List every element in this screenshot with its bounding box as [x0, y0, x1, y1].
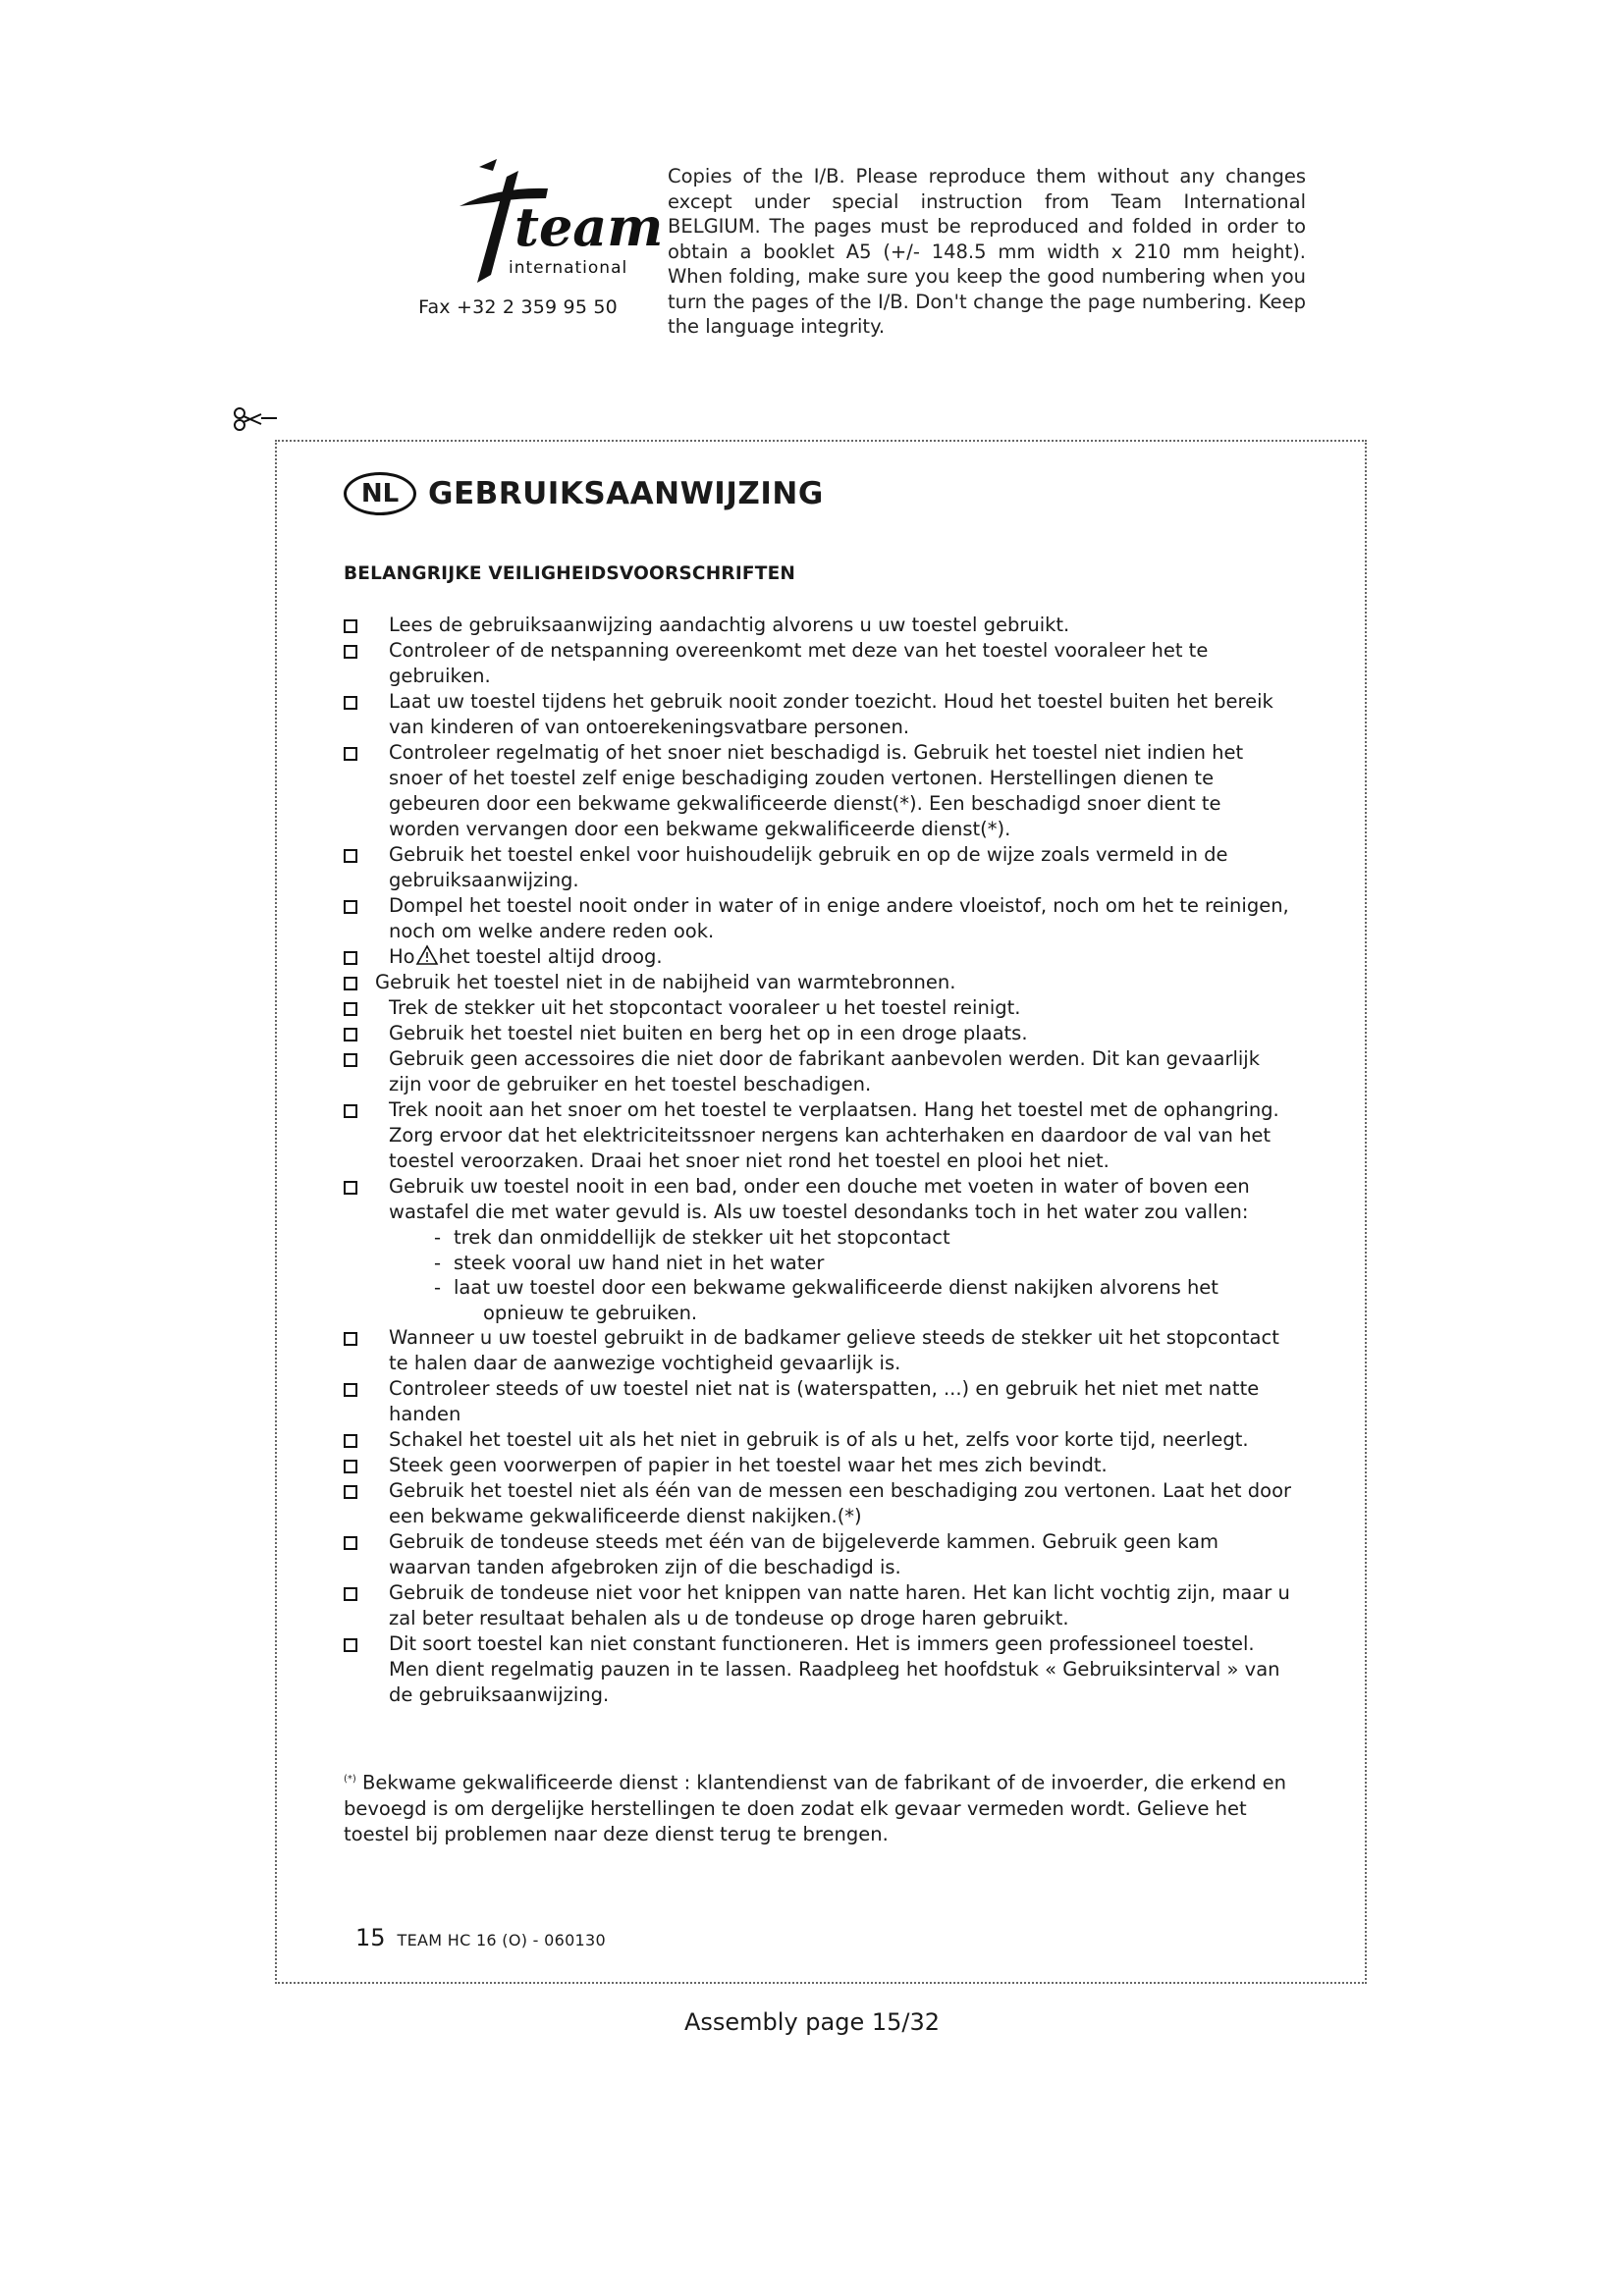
list-item: Trek de stekker uit het stopcontact vooraleer u het toestel reinigt. [344, 995, 1296, 1021]
checkbox-icon [344, 849, 357, 863]
checkbox-icon [344, 977, 357, 990]
checkbox-icon [344, 1053, 357, 1067]
checkbox-icon [344, 1460, 357, 1473]
logo-subtext: international [508, 258, 627, 278]
list-item: Lees de gebruiksaanwijzing aandachtig alvorens u uw toestel gebruikt. [344, 613, 1296, 638]
list-item: Gebruik de tondeuse niet voor het knippen van natte haren. Het kan licht vochtig zijn, maar u zal beter resultaat behalen als u de tondeuse op droge haren gebruikt. [344, 1580, 1296, 1631]
list-item-keep-dry: Ho het toestel altijd droog. [344, 944, 1296, 970]
checkbox-icon [344, 1638, 357, 1652]
list-item: Gebruik het toestel enkel voor huishoudelijk gebruik en op de wijze zoals vermeld in de gebruiksaanwijzing. [344, 842, 1296, 893]
checkbox-icon [344, 1181, 357, 1195]
list-item: Trek nooit aan het snoer om het toestel te verplaatsen. Hang het toestel met de ophangring. Zorg ervoor dat het elektriciteitssnoer nergens kan achterhaken en daardoor de val van het toestel veroorzaken. Draai het snoer niet rond het toestel en plooi het niet. [344, 1097, 1296, 1174]
warning-triangle-icon [415, 944, 439, 966]
logo-text: team [514, 195, 663, 258]
checkbox-icon [344, 696, 357, 710]
manual-title [344, 467, 824, 520]
list-item: Gebruik uw toestel nooit in een bad, onder een douche met voeten in water of boven een wastafel die met water gevuld is. Als uw toestel desondanks toch in het water zou vallen: [344, 1174, 1296, 1225]
list-item: Wanneer u uw toestel gebruikt in de badkamer gelieve steeds de stekker uit het stopcontact te halen daar de aanwezige vochtigheid gevaarlijk is. [344, 1325, 1296, 1376]
checkbox-icon [344, 1104, 357, 1118]
list-item: Laat uw toestel tijdens het gebruik nooit zonder toezicht. Houd het toestel buiten het bereik van kinderen of van ontoerekeningsvatbare personen. [344, 689, 1296, 740]
sub-list-item: - trek dan onmiddellijk de stekker uit het stopcontact [434, 1226, 950, 1249]
list-item: Schakel het toestel uit als het niet in gebruik is of als u het, zelfs voor korte tijd, neerlegt. [344, 1427, 1296, 1453]
footnote-text: Bekwame gekwalificeerde dienst : klantendienst van de fabrikant of de invoerder, die erkend en bevoegd is om dergelijke herstellingen te doen zodat elk gevaar vermeden wordt. Gelieve het toestel bij problemen naar deze dienst terug te brengen. [344, 1771, 1287, 1845]
list-item: Gebruik het toestel niet als één van de messen een beschadiging zou vertonen. Laat het door een bekwame gekwalificeerde dienst nakijken.(*) [344, 1478, 1296, 1529]
page-code: TEAM HC 16 (O) - 060130 [397, 1931, 607, 1949]
team-logo-mark [420, 147, 663, 294]
checkbox-icon [344, 1002, 357, 1016]
sub-list-item: - steek vooral uw hand niet in het water [434, 1251, 825, 1274]
checkbox-icon [344, 1485, 357, 1499]
list-item: Controleer of de netspanning overeenkomt met deze van het toestel vooraleer het te gebruiken. [344, 638, 1296, 689]
section-title: BELANGRIJKE VEILIGHEIDSVOORSCHRIFTEN [344, 563, 796, 584]
checkbox-icon [344, 1383, 357, 1397]
checkbox-icon [344, 1434, 357, 1448]
fax-number: Fax +32 2 359 95 50 [418, 296, 618, 318]
manual-heading: GEBRUIKSAANWIJZING [428, 476, 824, 511]
checkbox-icon [344, 1587, 357, 1601]
page-number: 15 [355, 1924, 386, 1951]
scissors-icon [232, 404, 279, 434]
list-item: Steek geen voorwerpen of papier in het toestel waar het mes zich bevindt. [344, 1453, 1296, 1478]
checkbox-icon [344, 1536, 357, 1550]
list-item: Dompel het toestel nooit onder in water of in enige andere vloeistof, noch om het te reinigen, noch om welke andere reden ook. [344, 893, 1296, 944]
footnote-mark: (*) [344, 1774, 356, 1785]
checkbox-icon [344, 747, 357, 761]
sub-list [434, 1225, 1296, 1325]
safety-list [344, 613, 1296, 1708]
list-item: Gebruik geen accessoires die niet door de fabrikant aanbevolen werden. Dit kan gevaarlijk zijn voor de gebruiker en het toestel beschadigen. [344, 1046, 1296, 1097]
list-item: Gebruik de tondeuse steeds met één van de bijgeleverde kammen. Gebruik geen kam waarvan tanden afgebroken zijn of die beschadigd is. [344, 1529, 1296, 1580]
list-item: Dit soort toestel kan niet constant functioneren. Het is immers geen professioneel toestel. Men dient regelmatig pauzen in te lassen. Raadpleeg het hoofdstuk « Gebruiksinterval » van de gebruiksaanwijzing. [344, 1631, 1296, 1708]
list-item-heat: Gebruik het toestel niet in de nabijheid van warmtebronnen. [344, 970, 1296, 995]
checkbox-icon [344, 619, 357, 633]
checkbox-icon [344, 1332, 357, 1346]
footnote [344, 1767, 1296, 1847]
copies-instructions: Copies of the I/B. Please reproduce them without any changes except under special instruction from Team International BELGIUM. The pages must be reproduced and folded in order to obtain a booklet A5 (+/- 148.5 mm width x 210 mm height). When folding, make sure you keep the good numbering when you turn the pages of the I/B. Don't change the page numbering. Keep the language integrity. [668, 165, 1306, 338]
list-item: Controleer steeds of uw toestel niet nat is (waterspatten, ...) en gebruik het niet met natte handen [344, 1376, 1296, 1427]
checkbox-icon [344, 645, 357, 659]
page-footer [355, 1924, 606, 1951]
team-logo [412, 147, 663, 318]
list-item: Controleer regelmatig of het snoer niet beschadigd is. Gebruik het toestel niet indien het snoer of het toestel zelf enige beschadiging zouden vertonen. Herstellingen dienen te gebeuren door een bekwame gekwalificeerde dienst(*). Een beschadigd snoer dient te worden vervangen door een bekwame gekwalificeerde dienst(*). [344, 740, 1296, 842]
checkbox-icon [344, 1028, 357, 1041]
language-badge: NL [344, 472, 416, 515]
list-item: Gebruik het toestel niet buiten en berg het op in een droge plaats. [344, 1021, 1296, 1046]
checkbox-icon [344, 900, 357, 914]
assembly-page-label: Assembly page 15/32 [683, 2008, 941, 2036]
checkbox-icon [344, 951, 357, 965]
sub-list-item: - laat uw toestel door een bekwame gekwalificeerde dienst nakijken alvorens het opnieuw te gebruiken. [434, 1276, 1218, 1324]
